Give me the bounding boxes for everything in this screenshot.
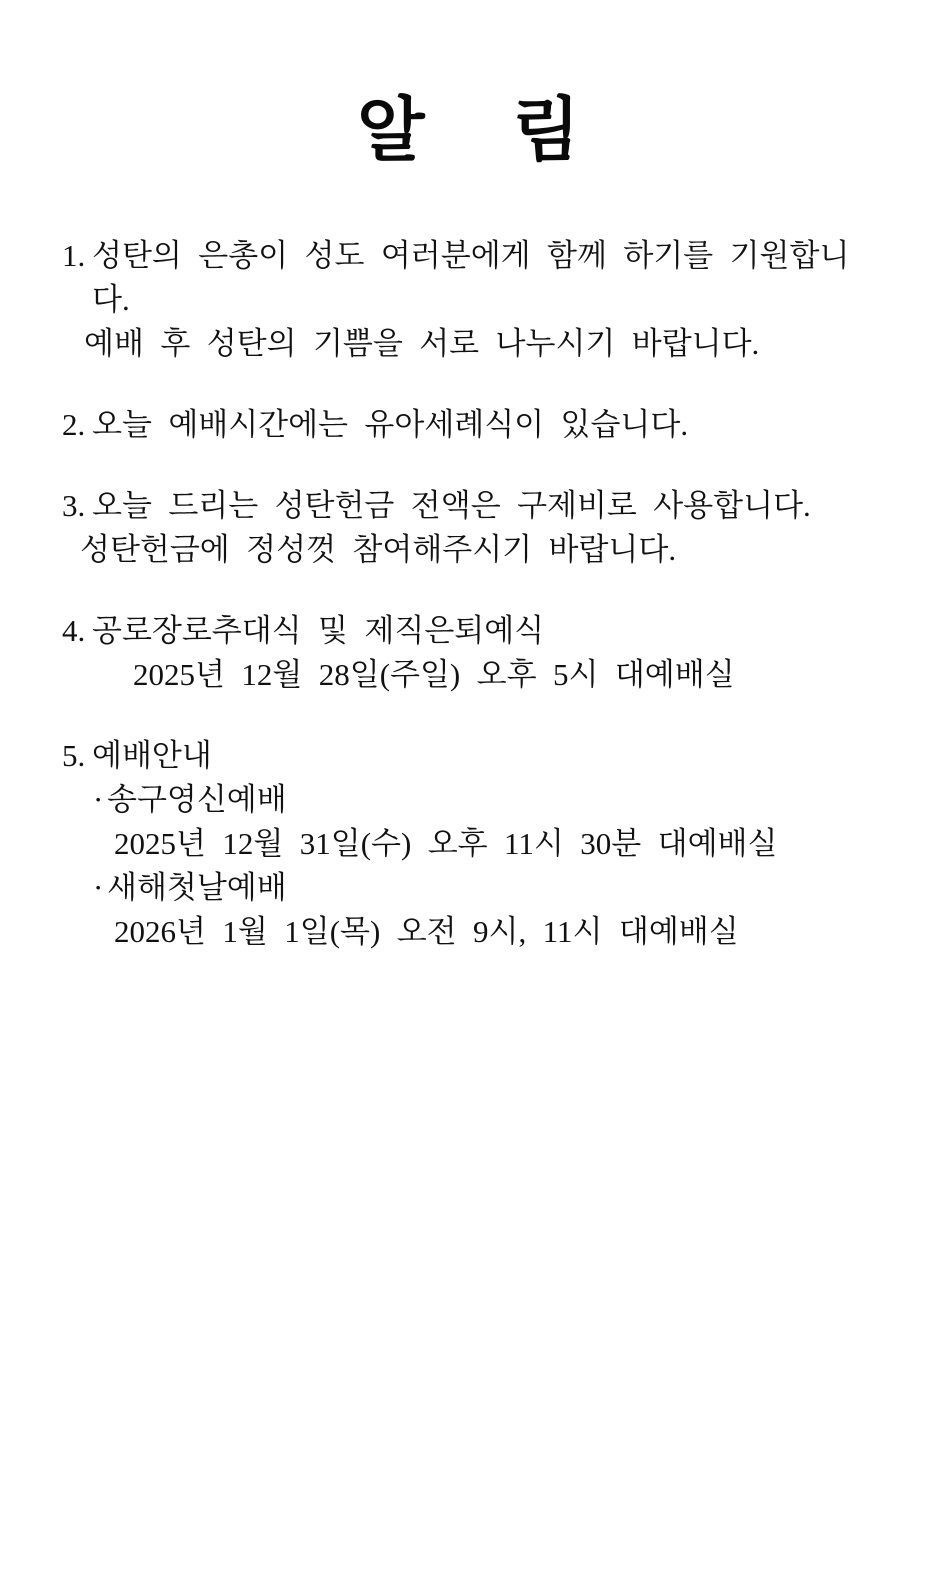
list-item xyxy=(62,734,877,954)
item-number: 2. xyxy=(62,407,86,442)
item-number: 3. xyxy=(62,488,86,523)
sub-list-item xyxy=(93,778,877,822)
item-line: 예배 후 성탄의 기쁨을 서로 나누시기 바랍니다. xyxy=(84,326,760,361)
list-item xyxy=(62,234,877,366)
item-line: 성탄의 은총이 성도 여러분에게 함께 하기를 기원합니다. xyxy=(92,238,850,317)
item-line: 오늘 드리는 성탄헌금 전액은 구제비로 사용합니다. xyxy=(92,488,811,523)
item-body xyxy=(92,734,877,954)
sub-item-label: 새해첫날예배 xyxy=(107,870,287,905)
item-number: 1. xyxy=(62,238,86,273)
list-item xyxy=(62,609,877,697)
event-date-line: 2025년 12월 28일(주일) 오후 5시 대예배실 xyxy=(133,657,735,692)
event-date-line: 2026년 1월 1일(목) 오전 9시, 11시 대예배실 xyxy=(114,914,739,949)
item-number: 4. xyxy=(62,613,86,648)
item-line: 공로장로추대식 및 제직은퇴예식 xyxy=(92,613,545,648)
item-body xyxy=(92,403,877,447)
bullet-icon: · xyxy=(93,870,104,905)
list-item xyxy=(62,403,877,447)
sub-item-label: 송구영신예배 xyxy=(107,782,287,817)
item-number: 5. xyxy=(62,738,86,773)
bullet-icon: · xyxy=(93,782,104,817)
item-body xyxy=(84,234,877,366)
item-line: 예배안내 xyxy=(92,738,212,773)
item-body xyxy=(92,609,877,697)
notice-list xyxy=(62,234,877,954)
list-item xyxy=(62,484,877,572)
item-line: 성탄헌금에 정성껏 참여해주시기 바랍니다. xyxy=(80,532,677,567)
sub-list-item xyxy=(93,866,877,910)
item-body xyxy=(80,484,877,572)
page-title: 알 림 xyxy=(356,91,583,169)
item-line: 오늘 예배시간에는 유아세례식이 있습니다. xyxy=(92,407,689,442)
event-date-line: 2025년 12월 31일(수) 오후 11시 30분 대예배실 xyxy=(114,826,778,861)
